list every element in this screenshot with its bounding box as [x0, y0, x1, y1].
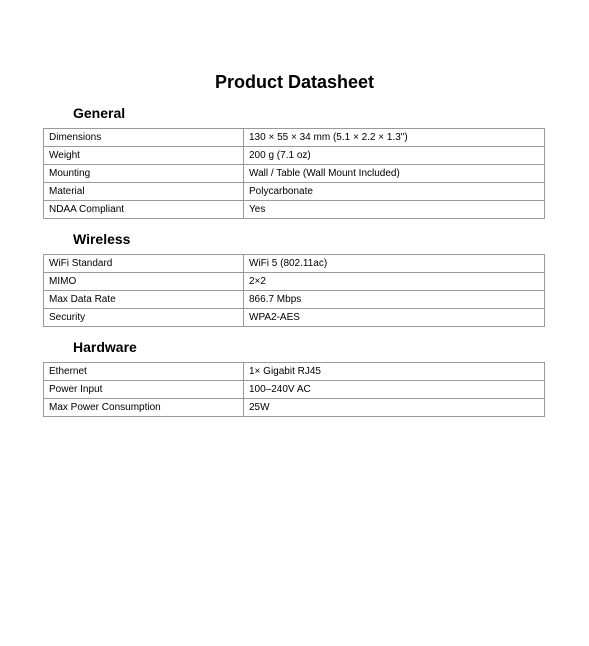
- table-row: [44, 381, 545, 399]
- table-row: [44, 147, 545, 165]
- spec-value: 2×2: [244, 273, 545, 291]
- table-row: [44, 273, 545, 291]
- table-row: [44, 309, 545, 327]
- spec-label: Ethernet: [44, 363, 244, 381]
- table-row: [44, 399, 545, 417]
- spec-value: 130 × 55 × 34 mm (5.1 × 2.2 × 1.3"): [244, 129, 545, 147]
- spec-label: WiFi Standard: [44, 255, 244, 273]
- spec-value: Wall / Table (Wall Mount Included): [244, 165, 545, 183]
- spec-label: Max Data Rate: [44, 291, 244, 309]
- spec-label: Max Power Consumption: [44, 399, 244, 417]
- spec-table-wireless: [43, 254, 545, 327]
- table-row: [44, 291, 545, 309]
- spec-label: NDAA Compliant: [44, 201, 244, 219]
- spec-label: Mounting: [44, 165, 244, 183]
- section-heading-wireless: Wireless: [73, 231, 131, 247]
- table-row: [44, 255, 545, 273]
- spec-table-hardware: [43, 362, 545, 417]
- spec-label: Security: [44, 309, 244, 327]
- spec-label: Power Input: [44, 381, 244, 399]
- spec-value: Yes: [244, 201, 545, 219]
- spec-label: Material: [44, 183, 244, 201]
- table-row: [44, 201, 545, 219]
- spec-label: Dimensions: [44, 129, 244, 147]
- table-row: [44, 363, 545, 381]
- spec-value: 866.7 Mbps: [244, 291, 545, 309]
- spec-value: 200 g (7.1 oz): [244, 147, 545, 165]
- spec-value: 25W: [244, 399, 545, 417]
- section-heading-general: General: [73, 105, 126, 121]
- spec-value: 1× Gigabit RJ45: [244, 363, 545, 381]
- spec-table-general: [43, 128, 545, 219]
- spec-label: Weight: [44, 147, 244, 165]
- spec-value: WPA2-AES: [244, 309, 545, 327]
- page-title: Product Datasheet: [214, 72, 375, 92]
- spec-label: MIMO: [44, 273, 244, 291]
- table-row: [44, 129, 545, 147]
- spec-value: Polycarbonate: [244, 183, 545, 201]
- table-row: [44, 183, 545, 201]
- spec-value: 100–240V AC: [244, 381, 545, 399]
- spec-value: WiFi 5 (802.11ac): [244, 255, 545, 273]
- table-row: [44, 165, 545, 183]
- section-heading-hardware: Hardware: [73, 339, 137, 355]
